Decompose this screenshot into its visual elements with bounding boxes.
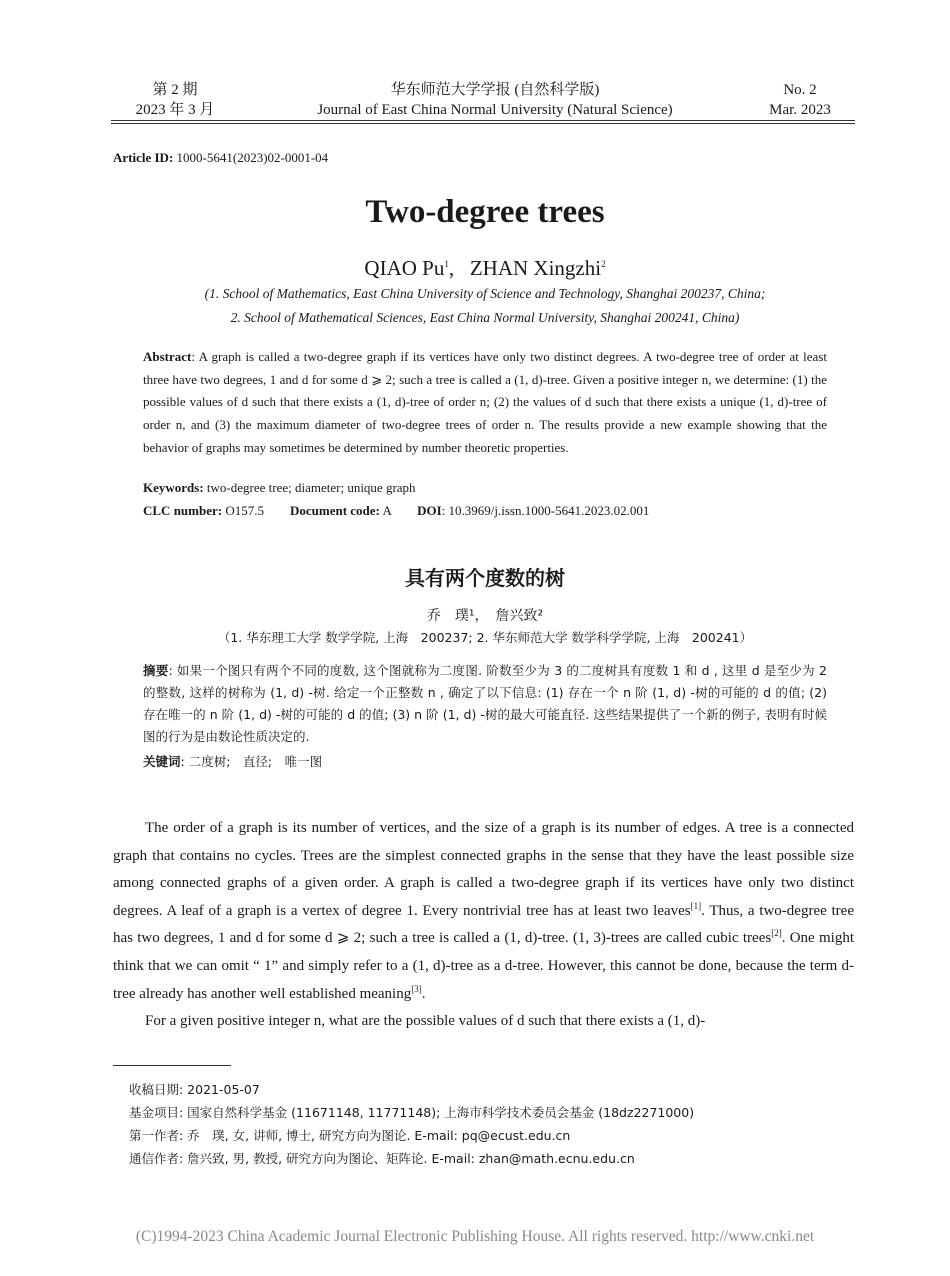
clc-value: O157.5 — [225, 503, 264, 518]
affiliation-2-text: 2. School of Mathematical Sciences, East China Normal University, Shanghai 200241, China) — [230, 310, 740, 325]
cn-title: 具有两个度数的树 — [405, 566, 565, 590]
doc-code-value: A — [382, 503, 392, 518]
paragraph-1-part-d: . — [421, 985, 426, 1002]
author-sep: , — [448, 256, 455, 280]
abstract-label: Abstract — [143, 349, 192, 364]
footnote-funding: 基金项目: 国家自然科学基金 (11671148, 11771148); 上海市科学技术委员会基金 (18dz2271000) — [129, 1105, 695, 1120]
body-text — [113, 815, 854, 1036]
cn-abstract-text: : 如果一个图只有两个不同的度数, 这个图就称为二度图. 阶数至少为 3 的二度树具有度数 1 和 d , 这里 d 是至少为 2 的整数, 这样的树称为 (1, d) -树. 给定一个正整数 n , 确定了以下信息: (1) 存在一个 n 阶 (1, d) -树的可能的 d 的值; (2) 存在唯一的 n 阶 (1, d) -树的可能的 d 的值; (3) n 阶 (1, d) -树的最大可能直径. 这些结果提供了一个新的例子, 表明有时候图的行为是由数论性质决定的. — [143, 663, 827, 744]
classification-line — [143, 503, 649, 519]
article-id-value: 1000-5641(2023)02-0001-04 — [176, 150, 329, 165]
paper-title: Two-degree trees — [365, 194, 605, 230]
paragraph-1 — [113, 815, 854, 1008]
affiliation-1 — [0, 286, 950, 302]
keywords-text: two-degree tree; diameter; unique graph — [206, 480, 416, 495]
header-no: No. 2 — [783, 82, 817, 98]
cn-abstract-label: 摘要 — [143, 663, 169, 678]
paragraph-1-part-a: The order of a graph is its number of vertices, and the size of a graph is its number of edges. A tree is a connected graph that contains no cycles. Trees are the simplest connected graphs in the sense that they have the least possible size among connected graphs of a given order. A graph is called a two-degree graph if its vertices have only two distinct degrees. A leaf of a graph is a vertex of degree 1. Every nontrivial tree has at least two leaves — [113, 820, 854, 919]
cn-keywords-label: 关键词 — [143, 754, 181, 769]
citation-3[interactable]: [3] — [411, 983, 422, 994]
keywords-label: Keywords: — [143, 480, 204, 495]
footnote-first-author: 第一作者: 乔 璞, 女, 讲师, 博士, 研究方向为图论. E-mail: pq@ecust.edu.cn — [129, 1128, 571, 1143]
header-month: Mar. 2023 — [769, 102, 831, 118]
authors — [0, 256, 950, 281]
author-1: QIAO Pu — [364, 256, 445, 280]
author-2-affil: 2 — [601, 259, 606, 269]
footnote-rule — [113, 1065, 231, 1066]
doi-value: : 10.3969/j.issn.1000-5641.2023.02.001 — [441, 503, 650, 518]
paragraph-1-part-c: . One might think that we can omit “ 1” and simply refer to a (1, d)-tree as a d-tree. However, this cannot be done, because the term d-tree already has another well established meaning — [113, 930, 854, 1002]
author-2: ZHAN Xingzhi — [469, 256, 602, 280]
author-1-affil: 1 — [444, 259, 449, 269]
paragraph-1-part-b: . Thus, a two-degree tree has two degrees, 1 and d for some d ⩾ 2; such a tree is called a (1, d)-tree. (1, 3)-trees are called cubic trees — [113, 902, 854, 947]
doc-code-label: Document code: — [289, 503, 380, 518]
abstract-text: : A graph is called a two-degree graph if its vertices have only two distinct degrees. A two-degree tree of order at least three have two degrees, 1 and d for some d ⩾ 2; such a tree is called a (1, d)-tree. Given a positive integer n, we determine: (1) the possible values of d such that there exists a (1, d)-tree of order n; (2) the values of d such that there exists a unique (1, d)-tree of order n, and (3) the maximum diameter of two-degree trees of order n. The results provide a new example showing that the behavior of graphs may sometimes be determined by number theoretic properties. — [143, 349, 827, 455]
header-journal-en: Journal of East China Normal University (Natural Science) — [317, 102, 673, 118]
cn-abstract — [143, 660, 827, 748]
header-number — [740, 80, 860, 120]
keywords — [143, 480, 416, 496]
footnote-received: 收稿日期: 2021-05-07 — [129, 1082, 260, 1097]
header-issue-number: 第 2 期 — [152, 82, 198, 98]
cn-affiliation: （1. 华东理工大学 数学学院, 上海 200237; 2. 华东师范大学 数学科学学院, 上海 200241） — [217, 630, 753, 645]
affiliation-2 — [0, 310, 950, 326]
cn-authors: 乔 璞¹， 詹兴致² — [426, 608, 544, 624]
affiliation-1-text: (1. School of Mathematics, East China University of Science and Technology, Shanghai 200237, China; — [204, 286, 766, 301]
clc-label: CLC number: — [143, 503, 223, 518]
citation-1[interactable]: [1] — [690, 900, 702, 911]
footnote-corresponding: 通信作者: 詹兴致, 男, 教授, 研究方向为图论、矩阵论. E-mail: zhan@math.ecnu.edu.cn — [129, 1151, 635, 1166]
doi-label: DOI — [417, 503, 442, 518]
citation-2[interactable]: [2] — [771, 928, 782, 939]
abstract — [143, 346, 827, 460]
article-id-label: Article ID: — [113, 150, 174, 165]
footnotes — [129, 1078, 694, 1170]
header-issue-date: 2023 年 3 月 — [135, 102, 215, 118]
header-journal — [260, 80, 730, 120]
header-journal-cn: 华东师范大学学报 (自然科学版) — [390, 82, 600, 98]
cn-keywords — [143, 752, 322, 770]
copyright-notice: (C)1994-2023 China Academic Journal Electronic Publishing House. All rights reserved. http://www.cnki.net — [135, 1228, 815, 1245]
article-id — [113, 150, 328, 166]
header-issue — [100, 80, 250, 120]
cn-keywords-text: : 二度树; 直径; 唯一图 — [180, 754, 323, 769]
header-rule-bottom — [111, 123, 855, 124]
paragraph-2: For a given positive integer n, what are the possible values of d such that there exists a (1, d)- — [145, 1013, 706, 1030]
header-rule-top — [111, 120, 855, 121]
